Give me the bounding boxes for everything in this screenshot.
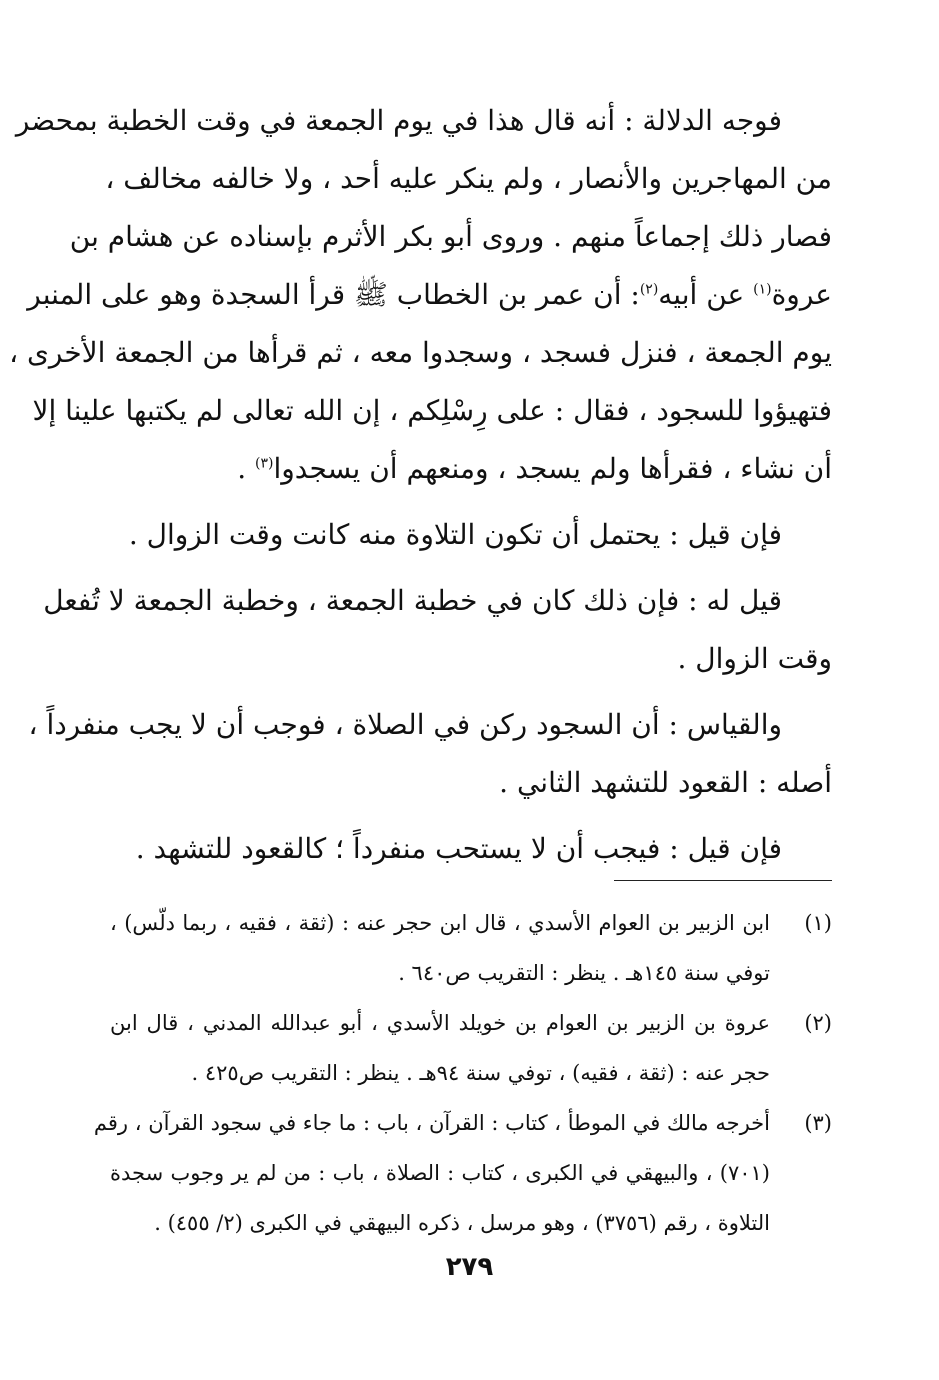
footnote-ref-1[interactable]: (١) [753, 281, 772, 298]
footnote-number: (١) [804, 911, 832, 935]
text-line: من المهاجرين والأنصار ، ولم ينكر عليه أحد ، ولا خالفه مخالف ، [105, 162, 832, 195]
footnote-line: ابن الزبير بن العوام الأسدي ، قال ابن حجر عنه : (ثقة ، فقيه ، ربما دلّس) ، [110, 911, 770, 935]
footnote-line: حجر عنه : (ثقة ، فقيه) ، توفي سنة ٩٤هـ . ينظر : التقريب ص٤٢٥ . [191, 1061, 770, 1085]
text-line: فوجه الدلالة : أنه قال هذا في يوم الجمعة في وقت الخطبة بمحضر [15, 104, 782, 137]
paragraph-1 [9, 92, 832, 498]
text-fragment: عن أبيه [658, 278, 745, 311]
text-line: وقت الزوال . [677, 642, 832, 675]
paragraph-2 [110, 506, 832, 564]
footnote-line: توفي سنة ١٤٥هـ . ينظر : التقريب ص٦٤٠ . [398, 961, 770, 985]
footnote-line: التلاوة ، رقم (٣٧٥٦) ، وهو مرسل ، ذكره البيهقي في الكبرى (٢/ ٤٥٥) . [154, 1211, 770, 1235]
footnote-line: (٧٠١) ، والبيهقي في الكبرى ، كتاب : الصلاة ، باب : من لم ير وجوب سجدة [110, 1161, 770, 1185]
text-fragment: . [237, 452, 256, 485]
text-line: فصار ذلك إجماعاً منهم . وروى أبو بكر الأثرم بإسناده عن هشام بن [69, 220, 832, 253]
text-line: أصله : القعود للتشهد الثاني . [499, 766, 832, 799]
text-line: فإن قيل : فيجب أن لا يستحب منفرداً ؛ كالقعود للتشهد . [135, 832, 782, 865]
footnote-line: أخرجه مالك في الموطأ ، كتاب : القرآن ، باب : ما جاء في سجود القرآن ، رقم [93, 1111, 770, 1135]
text-line: والقياس : أن السجود ركن في الصلاة ، فوجب أن لا يجب منفرداً ، [28, 708, 782, 741]
text-fragment: عروة [771, 278, 832, 311]
text-fragment: أن نشاء ، فقرأها ولم يسجد ، ومنعهم أن يسجدوا [273, 452, 832, 485]
paragraph-5 [110, 820, 832, 878]
page-number: ٢٧٩ [445, 1252, 494, 1282]
footnote-line: عروة بن الزبير بن العوام بن خويلد الأسدي ، أبو عبدالله المدني ، قال ابن [110, 1011, 770, 1035]
text-line-with-ref [110, 440, 832, 498]
footnote-ref-2[interactable]: (٢) [639, 281, 659, 298]
paragraph-3 [43, 572, 832, 688]
footnote-3 [93, 1098, 832, 1248]
text-line: فتهيؤوا للسجود ، فقال : على رِسْلِكم ، إن الله تعالى لم يكتبها علينا إلا [32, 394, 832, 427]
text-line: قيل له : فإن ذلك كان في خطبة الجمعة ، وخطبة الجمعة لا تُفعل [43, 584, 782, 617]
footnote-separator [614, 880, 832, 881]
footnote-1 [110, 898, 832, 998]
footnote-2 [110, 998, 832, 1098]
paragraph-4 [28, 696, 832, 812]
text-line-with-refs [27, 266, 832, 324]
footnote-ref-3[interactable]: (٣) [255, 455, 274, 472]
main-text-block [9, 92, 832, 878]
text-fragment: : أن عمر بن الخطاب ﷺ قرأ السجدة وهو على المنبر [27, 278, 640, 311]
footnote-number: (٣) [804, 1111, 832, 1135]
footnote-number: (٢) [804, 1011, 832, 1035]
text-line: فإن قيل : يحتمل أن تكون التلاوة منه كانت وقت الزوال . [128, 518, 782, 551]
footnotes [93, 898, 832, 1248]
text-line: يوم الجمعة ، فنزل فسجد ، وسجدوا معه ، ثم قرأها من الجمعة الأخرى ، [9, 336, 832, 369]
